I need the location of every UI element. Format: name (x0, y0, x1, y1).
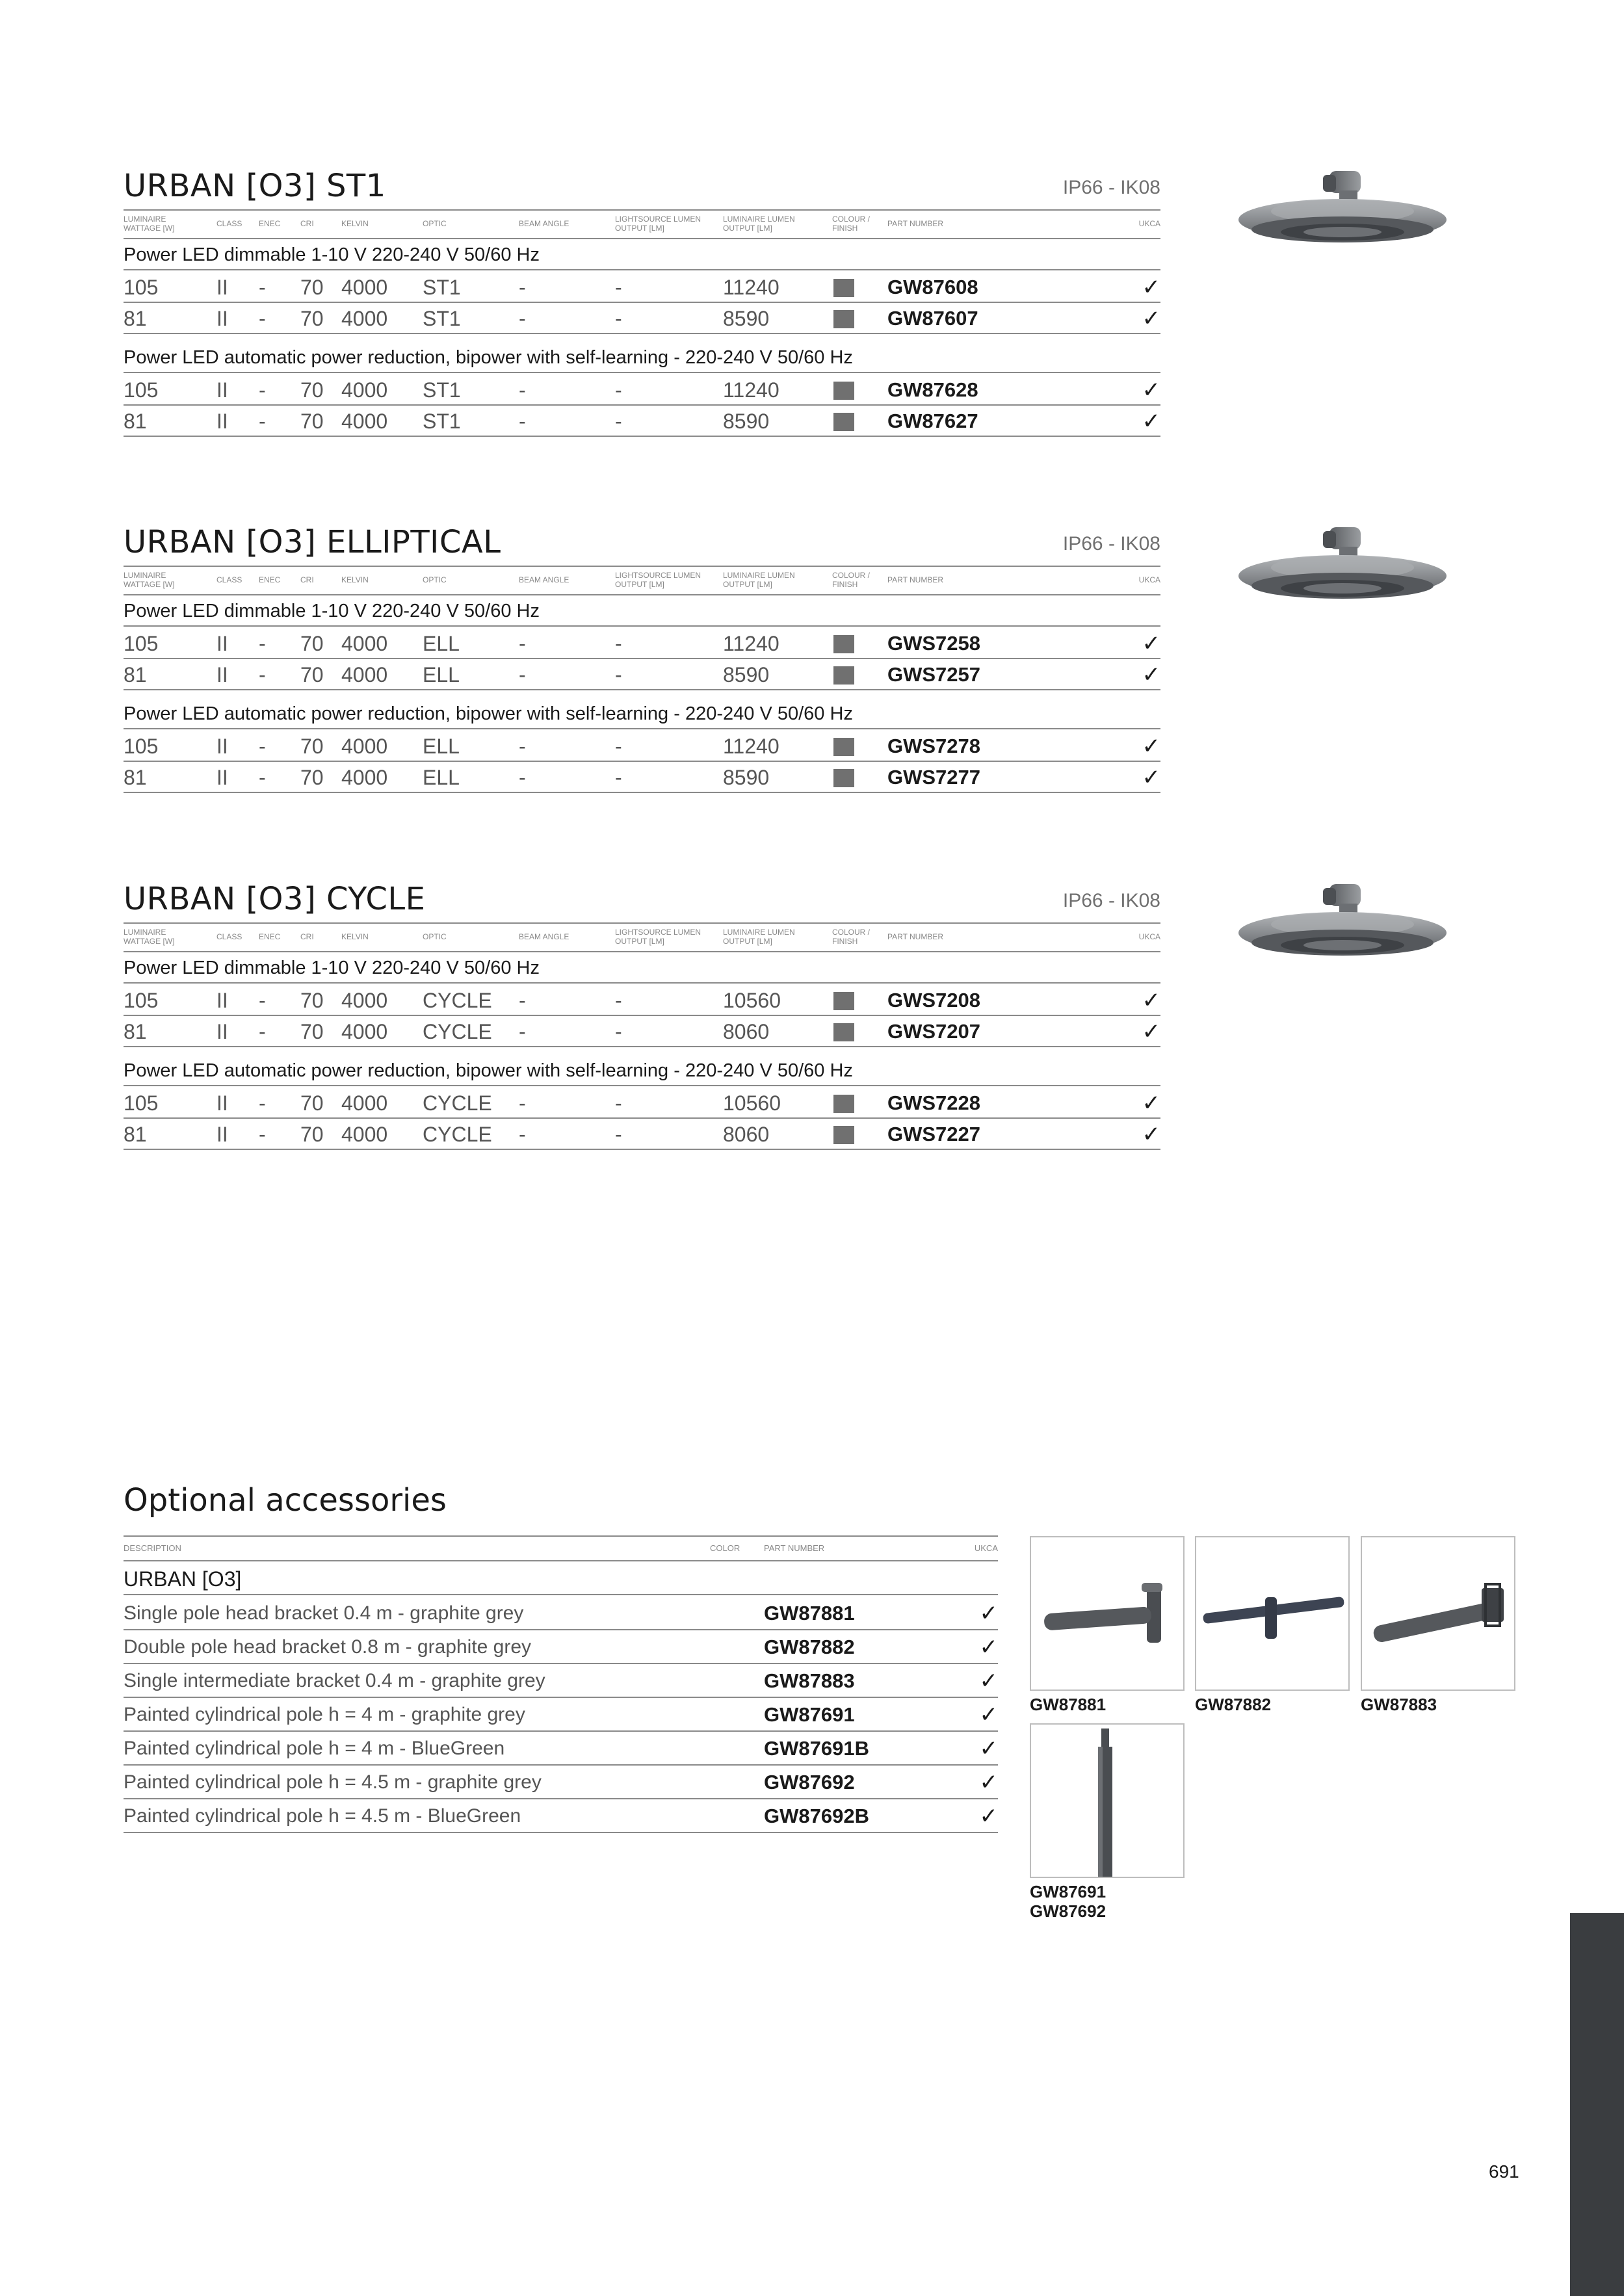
cell-cri: 70 (300, 632, 324, 655)
header-luminaire-lumen: LUMINAIRE LUMEN OUTPUT [LM] (723, 571, 795, 589)
header-optic: OPTIC (423, 219, 447, 228)
accessory-thumbnail (1030, 1536, 1185, 1691)
colour-swatch (833, 413, 854, 431)
luminaire-photo (1235, 878, 1450, 982)
header-cri: CRI (300, 219, 314, 228)
accessory-row (124, 1732, 998, 1766)
cell-ls: - (615, 663, 622, 686)
luminaire-image (1235, 521, 1450, 625)
cell-enec: - (259, 307, 266, 330)
cell-optic: CYCLE (423, 1020, 492, 1043)
ip-rating: IP66 - IK08 (1062, 533, 1160, 554)
cell-cls: II (216, 378, 228, 402)
thumbnail-label (1030, 1882, 1106, 1921)
cell-beam: - (519, 1091, 526, 1115)
cell-enec: - (259, 989, 266, 1012)
header-optic: OPTIC (423, 932, 447, 941)
cell-cls: II (216, 766, 228, 789)
accessory-description: Painted cylindrical pole h = 4 m - graphite grey (124, 1704, 525, 1725)
cell-w: 81 (124, 1123, 147, 1146)
header-kelvin: KELVIN (341, 575, 369, 584)
cell-optic: CYCLE (423, 1123, 492, 1146)
cell-beam: - (519, 307, 526, 330)
thumbnail-label (1361, 1695, 1437, 1714)
cell-w: 81 (124, 410, 147, 433)
ukca-check-icon: ✓ (1142, 378, 1160, 402)
part-number: GWS7228 (887, 1091, 981, 1114)
header-cri: CRI (300, 575, 314, 584)
ukca-check-icon: ✓ (979, 1736, 998, 1761)
table-header (124, 209, 1160, 239)
header-lightsource-lumen: LIGHTSOURCE LUMEN OUTPUT [LM] (615, 215, 701, 233)
part-number: GWS7277 (887, 766, 981, 789)
table-row (124, 985, 1160, 1016)
thumbnail-label-line: GW87881 (1030, 1695, 1107, 1714)
group-title: Power LED dimmable 1-10 V 220-240 V 50/60 Hz (124, 595, 1160, 627)
ukca-check-icon: ✓ (979, 1669, 998, 1693)
section-title: URBAN [O3] ELLIPTICAL (124, 524, 501, 560)
cell-k: 4000 (341, 307, 388, 330)
cell-cls: II (216, 1020, 228, 1043)
header-lightsource-lumen: LIGHTSOURCE LUMEN OUTPUT [LM] (615, 928, 701, 946)
section-title: URBAN [O3] ST1 (124, 168, 386, 204)
cell-w: 81 (124, 766, 147, 789)
accessory-part-number: GW87692 (764, 1771, 855, 1794)
accessory-description: Painted cylindrical pole h = 4.5 m - BlueGreen (124, 1805, 521, 1827)
accessory-thumbnail (1195, 1536, 1350, 1691)
ukca-check-icon: ✓ (1142, 275, 1160, 300)
header-enec: ENEC (259, 575, 281, 584)
header-part-number: PART NUMBER (887, 219, 944, 228)
cell-cri: 70 (300, 1091, 324, 1115)
accessories-title: Optional accessories (124, 1482, 447, 1519)
ukca-check-icon: ✓ (1142, 1091, 1160, 1115)
part-number: GWS7257 (887, 663, 981, 686)
cell-ls: - (615, 989, 622, 1012)
table-row (124, 762, 1160, 793)
cell-cri: 70 (300, 378, 324, 402)
cell-k: 4000 (341, 410, 388, 433)
side-tab (1570, 1913, 1624, 2296)
header-beam-angle: BEAM ANGLE (519, 932, 570, 941)
header-color: COLOR (710, 1543, 740, 1553)
accessory-thumbnail (1030, 1723, 1185, 1878)
cell-lum: 11240 (723, 735, 779, 758)
cell-w: 81 (124, 663, 147, 686)
part-number: GWS7227 (887, 1123, 981, 1145)
ukca-check-icon: ✓ (1142, 662, 1160, 687)
ukca-check-icon: ✓ (979, 1770, 998, 1795)
cell-enec: - (259, 663, 266, 686)
cell-optic: ELL (423, 663, 460, 686)
thumbnail-label-line: GW87692 (1030, 1901, 1107, 1921)
cell-cri: 70 (300, 663, 324, 686)
cell-enec: - (259, 1020, 266, 1043)
ip-rating: IP66 - IK08 (1062, 890, 1160, 911)
accessories-header (124, 1535, 998, 1561)
cell-cls: II (216, 663, 228, 686)
cell-w: 105 (124, 632, 159, 655)
cell-lum: 10560 (723, 989, 781, 1012)
colour-swatch (833, 1095, 854, 1113)
cell-ls: - (615, 1091, 622, 1115)
cell-beam: - (519, 663, 526, 686)
accessory-description: Painted cylindrical pole h = 4 m - BlueGreen (124, 1738, 505, 1759)
cell-cri: 70 (300, 989, 324, 1012)
header-description: DESCRIPTION (124, 1543, 181, 1553)
cell-cls: II (216, 410, 228, 433)
table-row (124, 406, 1160, 437)
cell-optic: ELL (423, 766, 460, 789)
header-optic: OPTIC (423, 575, 447, 584)
thumbnail-label (1195, 1695, 1271, 1714)
header-luminaire-lumen: LUMINAIRE LUMEN OUTPUT [LM] (723, 928, 795, 946)
accessory-part-number: GW87691B (764, 1737, 869, 1760)
cell-cls: II (216, 989, 228, 1012)
accessory-row (124, 1698, 998, 1732)
accessory-description: Painted cylindrical pole h = 4.5 m - graphite grey (124, 1771, 542, 1793)
cell-lum: 8590 (723, 766, 770, 789)
table-row (124, 1119, 1160, 1150)
cell-cri: 70 (300, 766, 324, 789)
ukca-check-icon: ✓ (1142, 631, 1160, 656)
cell-cls: II (216, 632, 228, 655)
cell-ls: - (615, 1123, 622, 1146)
cell-lum: 8590 (723, 663, 770, 686)
cell-ls: - (615, 410, 622, 433)
cell-lum: 11240 (723, 276, 779, 299)
header-part-number: PART NUMBER (887, 932, 944, 941)
header-part-number: PART NUMBER (764, 1543, 825, 1553)
accessory-description: Single pole head bracket 0.4 m - graphite grey (124, 1602, 524, 1624)
header-luminaire-lumen: LUMINAIRE LUMEN OUTPUT [LM] (723, 215, 795, 233)
cell-k: 4000 (341, 276, 388, 299)
cell-lum: 8590 (723, 307, 770, 330)
table-row (124, 272, 1160, 303)
cell-enec: - (259, 276, 266, 299)
cell-beam: - (519, 1020, 526, 1043)
cell-k: 4000 (341, 766, 388, 789)
colour-swatch (833, 635, 854, 653)
cell-optic: ST1 (423, 276, 461, 299)
table-header (124, 922, 1160, 952)
cell-optic: ST1 (423, 378, 461, 402)
header-wattage: LUMINAIRE WATTAGE [W] (124, 215, 175, 233)
colour-swatch (833, 738, 854, 756)
header-ukca: UKCA (1138, 575, 1160, 584)
cell-k: 4000 (341, 735, 388, 758)
header-enec: ENEC (259, 932, 281, 941)
cell-ls: - (615, 307, 622, 330)
cell-lum: 11240 (723, 632, 779, 655)
ip-rating: IP66 - IK08 (1062, 177, 1160, 198)
cell-enec: - (259, 1091, 266, 1115)
group-title: Power LED automatic power reduction, bipower with self-learning - 220-240 V 50/60 Hz (124, 1055, 1160, 1086)
cell-w: 105 (124, 735, 159, 758)
header-part-number: PART NUMBER (887, 575, 944, 584)
cell-optic: ELL (423, 735, 460, 758)
cell-ls: - (615, 1020, 622, 1043)
header-colour-finish: COLOUR / FINISH (832, 928, 871, 946)
cell-beam: - (519, 766, 526, 789)
table-header (124, 566, 1160, 595)
cell-w: 81 (124, 307, 147, 330)
ukca-check-icon: ✓ (1142, 1019, 1160, 1044)
cell-enec: - (259, 766, 266, 789)
header-class: CLASS (216, 932, 242, 941)
cell-lum: 8060 (723, 1123, 770, 1146)
accessory-part-number: GW87692B (764, 1805, 869, 1827)
thumbnail-label (1030, 1695, 1106, 1714)
colour-swatch (833, 382, 854, 400)
accessories-group-title: URBAN [O3] (124, 1561, 998, 1595)
cell-beam: - (519, 735, 526, 758)
cell-ls: - (615, 735, 622, 758)
cell-cls: II (216, 307, 228, 330)
cell-beam: - (519, 410, 526, 433)
cell-lum: 8060 (723, 1020, 770, 1043)
header-wattage: LUMINAIRE WATTAGE [W] (124, 571, 175, 589)
cell-k: 4000 (341, 1091, 388, 1115)
group-title: Power LED automatic power reduction, bipower with self-learning - 220-240 V 50/60 Hz (124, 342, 1160, 373)
cell-enec: - (259, 735, 266, 758)
part-number: GW87628 (887, 378, 978, 401)
colour-swatch (833, 1126, 854, 1144)
thumbnail-label-line: GW87691 (1030, 1882, 1107, 1901)
header-ukca: UKCA (1138, 219, 1160, 228)
luminaire-photo (1235, 521, 1450, 625)
cell-k: 4000 (341, 989, 388, 1012)
luminaire-image (1235, 878, 1450, 982)
colour-swatch (833, 992, 854, 1010)
cell-w: 105 (124, 1091, 159, 1115)
luminaire-photo (1235, 164, 1450, 268)
header-class: CLASS (216, 575, 242, 584)
cell-enec: - (259, 410, 266, 433)
accessory-row (124, 1597, 998, 1630)
cell-k: 4000 (341, 378, 388, 402)
header-ukca: UKCA (1138, 932, 1160, 941)
group-title: Power LED dimmable 1-10 V 220-240 V 50/60 Hz (124, 952, 1160, 984)
header-beam-angle: BEAM ANGLE (519, 575, 570, 584)
cell-w: 81 (124, 1020, 147, 1043)
cell-k: 4000 (341, 1123, 388, 1146)
header-colour-finish: COLOUR / FINISH (832, 571, 871, 589)
cell-optic: ELL (423, 632, 460, 655)
header-cri: CRI (300, 932, 314, 941)
accessory-description: Double pole head bracket 0.8 m - graphite grey (124, 1636, 532, 1658)
cell-k: 4000 (341, 1020, 388, 1043)
cell-enec: - (259, 1123, 266, 1146)
cell-cls: II (216, 1123, 228, 1146)
cell-ls: - (615, 766, 622, 789)
cell-optic: CYCLE (423, 1091, 492, 1115)
part-number: GW87608 (887, 276, 978, 298)
header-wattage: LUMINAIRE WATTAGE [W] (124, 928, 175, 946)
table-row (124, 374, 1160, 406)
accessory-part-number: GW87883 (764, 1669, 855, 1692)
header-class: CLASS (216, 219, 242, 228)
page-number: 691 (1489, 2161, 1519, 2182)
cell-cls: II (216, 1091, 228, 1115)
table-row (124, 1016, 1160, 1047)
cell-cri: 70 (300, 1020, 324, 1043)
accessory-row (124, 1664, 998, 1698)
table-row (124, 659, 1160, 690)
cell-beam: - (519, 1123, 526, 1146)
cell-cri: 70 (300, 410, 324, 433)
accessory-part-number: GW87691 (764, 1703, 855, 1726)
section-title: URBAN [O3] CYCLE (124, 881, 426, 917)
cell-lum: 8590 (723, 410, 770, 433)
group-title: Power LED automatic power reduction, bipower with self-learning - 220-240 V 50/60 Hz (124, 698, 1160, 729)
cell-optic: ST1 (423, 307, 461, 330)
part-number: GWS7278 (887, 735, 981, 757)
table-row (124, 1088, 1160, 1119)
header-lightsource-lumen: LIGHTSOURCE LUMEN OUTPUT [LM] (615, 571, 701, 589)
cell-optic: CYCLE (423, 989, 492, 1012)
colour-swatch (833, 1023, 854, 1041)
header-kelvin: KELVIN (341, 932, 369, 941)
header-enec: ENEC (259, 219, 281, 228)
cell-enec: - (259, 378, 266, 402)
accessory-part-number: GW87881 (764, 1602, 855, 1624)
cell-cri: 70 (300, 307, 324, 330)
ukca-check-icon: ✓ (979, 1804, 998, 1829)
header-ukca: UKCA (974, 1543, 998, 1553)
header-beam-angle: BEAM ANGLE (519, 219, 570, 228)
accessory-row (124, 1766, 998, 1799)
cell-ls: - (615, 276, 622, 299)
cell-cls: II (216, 276, 228, 299)
cell-cri: 70 (300, 735, 324, 758)
colour-swatch (833, 769, 854, 787)
cell-beam: - (519, 989, 526, 1012)
ukca-check-icon: ✓ (1142, 734, 1160, 759)
cell-lum: 10560 (723, 1091, 781, 1115)
part-number: GW87627 (887, 410, 978, 432)
header-colour-finish: COLOUR / FINISH (832, 215, 871, 233)
cell-cri: 70 (300, 276, 324, 299)
colour-swatch (833, 279, 854, 297)
ukca-check-icon: ✓ (979, 1635, 998, 1660)
cell-beam: - (519, 378, 526, 402)
group-title: Power LED dimmable 1-10 V 220-240 V 50/60 Hz (124, 239, 1160, 270)
accessory-row (124, 1799, 998, 1833)
colour-swatch (833, 310, 854, 328)
table-row (124, 303, 1160, 334)
cell-cls: II (216, 735, 228, 758)
part-number: GW87607 (887, 307, 978, 330)
table-row (124, 731, 1160, 762)
cell-k: 4000 (341, 663, 388, 686)
ukca-check-icon: ✓ (1142, 409, 1160, 434)
part-number: GWS7258 (887, 632, 981, 655)
ukca-check-icon: ✓ (979, 1601, 998, 1626)
cell-lum: 11240 (723, 378, 779, 402)
cell-optic: ST1 (423, 410, 461, 433)
cell-beam: - (519, 276, 526, 299)
header-kelvin: KELVIN (341, 219, 369, 228)
cell-cri: 70 (300, 1123, 324, 1146)
accessory-part-number: GW87882 (764, 1636, 855, 1658)
luminaire-image (1235, 164, 1450, 268)
ukca-check-icon: ✓ (1142, 765, 1160, 790)
cell-ls: - (615, 378, 622, 402)
cell-k: 4000 (341, 632, 388, 655)
cell-w: 105 (124, 378, 159, 402)
accessory-row (124, 1630, 998, 1664)
colour-swatch (833, 666, 854, 685)
ukca-check-icon: ✓ (1142, 306, 1160, 331)
accessory-description: Single intermediate bracket 0.4 m - graphite grey (124, 1670, 545, 1691)
thumbnail-label-line: GW87883 (1361, 1695, 1437, 1714)
ukca-check-icon: ✓ (979, 1702, 998, 1727)
ukca-check-icon: ✓ (1142, 1122, 1160, 1147)
part-number: GWS7208 (887, 989, 981, 1011)
cell-w: 105 (124, 276, 159, 299)
cell-beam: - (519, 632, 526, 655)
part-number: GWS7207 (887, 1020, 981, 1043)
ukca-check-icon: ✓ (1142, 988, 1160, 1013)
cell-enec: - (259, 632, 266, 655)
thumbnail-label-line: GW87882 (1195, 1695, 1272, 1714)
cell-ls: - (615, 632, 622, 655)
cell-w: 105 (124, 989, 159, 1012)
accessory-thumbnail (1361, 1536, 1515, 1691)
table-row (124, 628, 1160, 659)
